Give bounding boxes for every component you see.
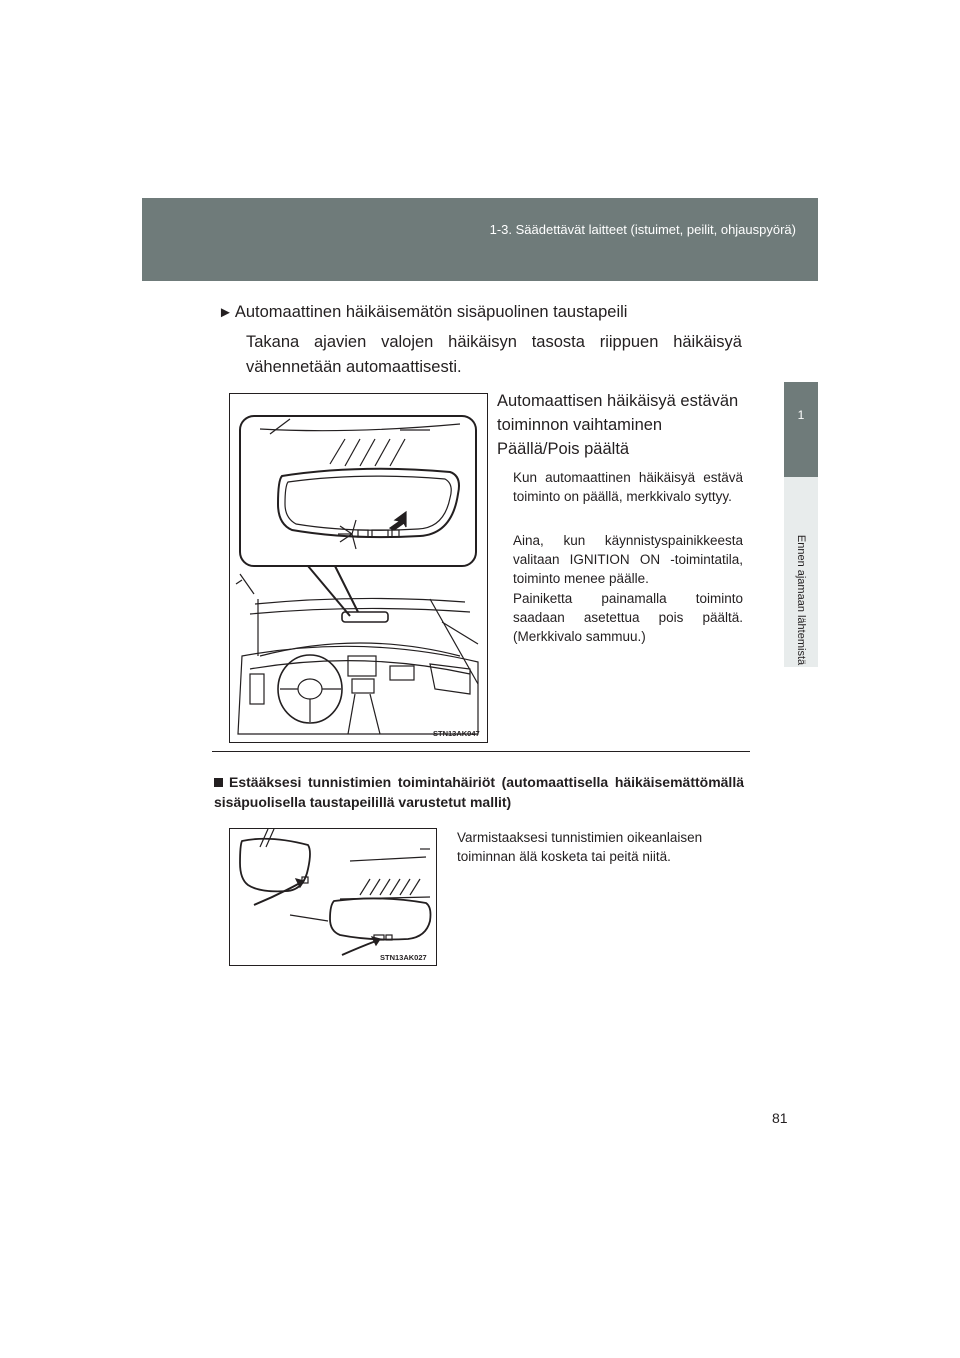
section-heading-text: Automaattinen häikäisemätön sisäpuolinen taustapeili xyxy=(234,303,628,321)
section-divider xyxy=(212,751,750,752)
chapter-title: Ennen ajamaan lähtemistä xyxy=(795,534,807,666)
triangle-marker-icon: ► xyxy=(218,304,233,321)
note-body: Varmistaaksesi tunnistimien oikeanlaisen toiminnan älä kosketa tai peitä niitä. xyxy=(457,830,703,864)
toggle-paragraph-1: Kun automaattinen häikäisyä estävä toiminto on päällä, merkkivalo syttyy. xyxy=(513,470,743,504)
sensor-illustration xyxy=(230,829,436,965)
section-header xyxy=(142,198,818,281)
toggle-heading-line3: Päällä/Pois päältä xyxy=(497,440,630,458)
mirror-dashboard-illustration xyxy=(230,394,487,742)
toggle-heading-line1: Automaattisen häikäisyä estävän xyxy=(497,392,739,410)
square-bullet-icon xyxy=(214,778,223,787)
chapter-number: 1 xyxy=(797,408,805,422)
toggle-heading-line2: toiminnon vaihtaminen xyxy=(497,416,663,434)
section-intro: Takana ajavien valojen häikäisyn tasosta riippuen häikäisyä vähennetään automaattisesti. xyxy=(246,333,742,376)
chapter-label xyxy=(784,534,818,666)
section-title: 1-3. Säädettävät laitteet (istuimet, peilit, ohjauspyörä) xyxy=(489,222,796,237)
note-heading-text: Estääksesi tunnistimien toimintahäiriöt (automaattisella häikäisemättömällä sisäpuolisella taustapeilillä varustetut mallit) xyxy=(214,774,744,810)
section-heading xyxy=(218,303,627,322)
sensor-figure xyxy=(229,828,437,966)
page-number: 81 xyxy=(772,1110,788,1126)
chapter-tab xyxy=(784,382,818,477)
figure-id: STN13AK027 xyxy=(380,953,427,962)
toggle-paragraph-2a: Aina, kun käynnistyspainikkeesta valitaan IGNITION ON -toimintatila, toiminto menee päälle. xyxy=(513,533,743,586)
mirror-dashboard-figure xyxy=(229,393,488,743)
toggle-heading xyxy=(497,389,752,461)
toggle-paragraph-2b: Painiketta painamalla toiminto saadaan asetettua pois päältä. (Merkkivalo sammuu.) xyxy=(513,591,743,644)
figure-id: STN13AK047 xyxy=(433,729,480,738)
note-heading xyxy=(214,772,744,812)
